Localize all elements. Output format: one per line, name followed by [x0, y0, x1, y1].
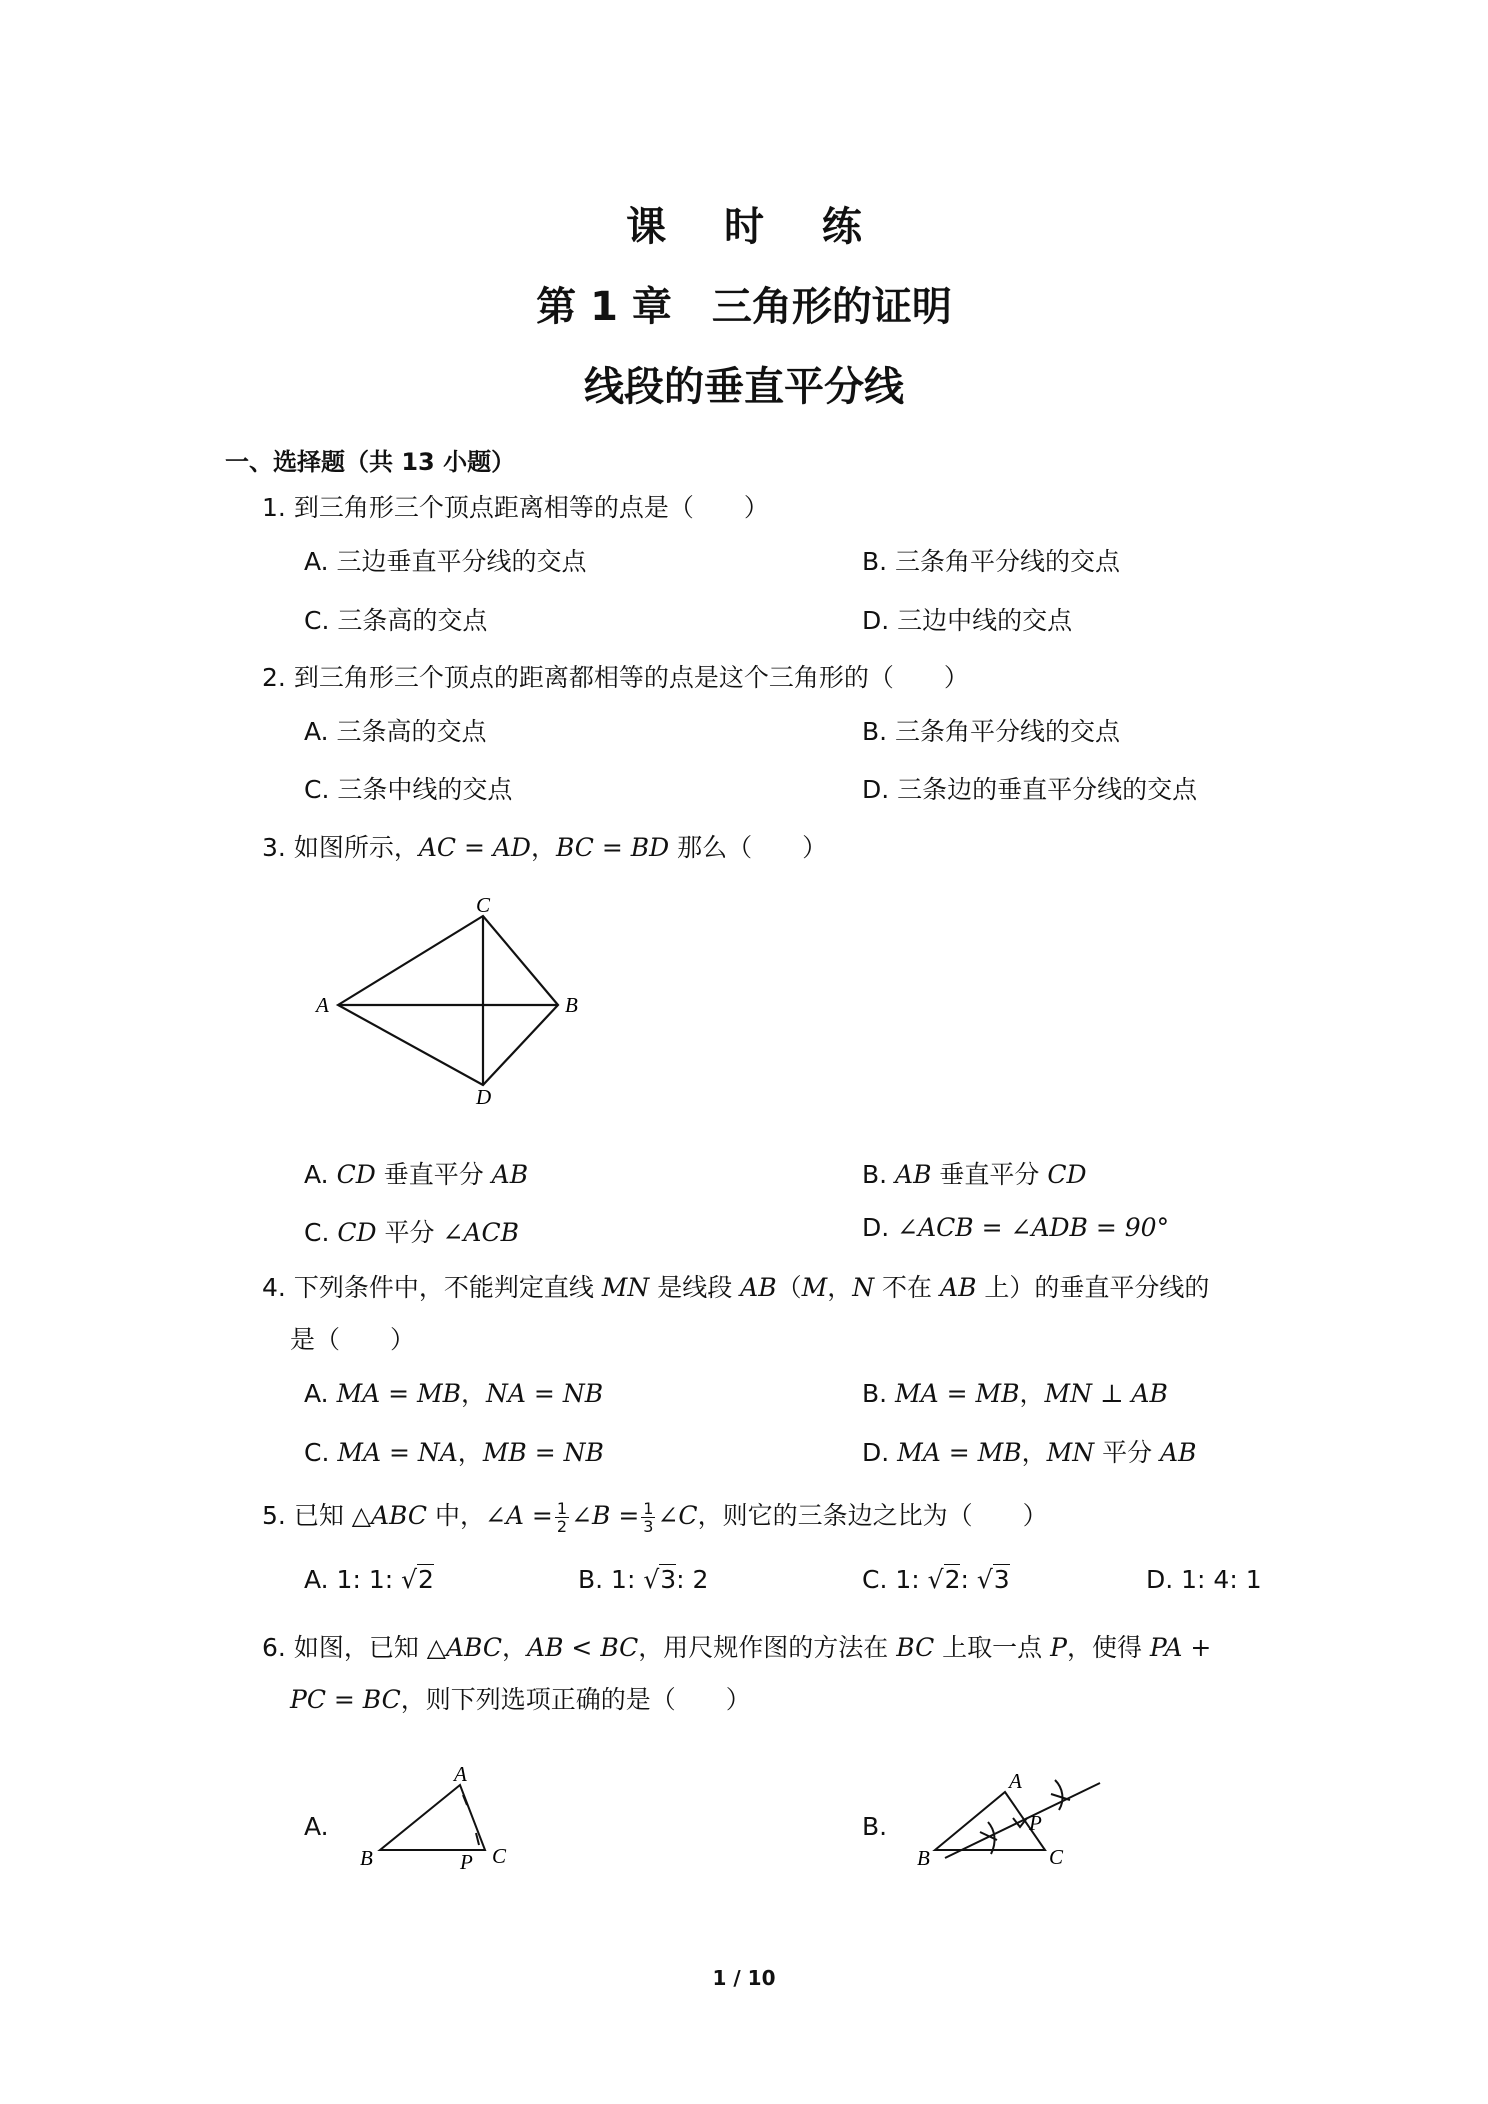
q3-option-b[interactable] — [862, 1155, 1087, 1191]
q4-option-d[interactable] — [862, 1433, 1196, 1469]
label-p: P — [460, 1850, 473, 1874]
kite-figure — [300, 895, 600, 1105]
question-4 — [262, 1268, 1209, 1304]
q3-option-c[interactable] — [304, 1213, 519, 1249]
question-stem: 到三角形三个顶点的距离都相等的点是这个三角形的（ ） — [293, 663, 969, 692]
option-letter: D. — [862, 1438, 898, 1467]
option-letter: C. — [304, 1218, 338, 1247]
option-math: ∠ACB — [442, 1218, 519, 1247]
stem-math: MN — [601, 1273, 650, 1302]
stem-math: PA + — [1149, 1633, 1212, 1662]
option-letter: A. — [304, 1160, 337, 1189]
option-math: MB = NB — [482, 1438, 604, 1467]
question-number: 3. — [262, 833, 286, 862]
stem-math: ABC — [446, 1633, 503, 1662]
arc-mark — [1051, 1794, 1070, 1800]
triangle-abc — [380, 1785, 485, 1850]
q1-option-d[interactable]: D. 三边中线的交点 — [862, 606, 1073, 635]
option-text: ， — [1019, 1379, 1045, 1408]
question-stem: 到三角形三个顶点距离相等的点是（ ） — [293, 493, 769, 522]
question-6-line-2 — [290, 1680, 751, 1716]
stem-text: ，则它的三条边之比为（ ） — [697, 1501, 1048, 1530]
option-math: MN ⊥ AB — [1044, 1379, 1168, 1408]
stem-math: BC — [896, 1633, 935, 1662]
page-title: 课 时 练 — [626, 204, 884, 250]
label-c: C — [492, 1844, 507, 1868]
option-math: CD — [337, 1218, 377, 1247]
q5-option-a[interactable]: A. 1: 1: √2 — [304, 1565, 434, 1594]
stem-math: PC = BC — [290, 1685, 401, 1714]
stem-text: 如图，已知 △ — [293, 1633, 446, 1662]
option-math: CD — [336, 1160, 376, 1189]
stem-text: 中， — [427, 1501, 485, 1530]
q3-option-d[interactable] — [862, 1213, 1169, 1242]
option-math: ∠ACB = ∠ADB = 90° — [897, 1213, 1170, 1242]
stem-math: ∠B = — [571, 1501, 640, 1530]
question-4-line-2: 是（ ） — [290, 1325, 416, 1354]
stem-text: ， — [827, 1273, 853, 1302]
option-letter: C. — [304, 1438, 338, 1467]
option-text: ， — [1021, 1438, 1047, 1467]
label-d: D — [476, 1085, 492, 1105]
stem-text: ， — [530, 833, 556, 862]
stem-text: （ — [776, 1273, 802, 1302]
fraction-one-half: $\frac{1}{2}$ — [556, 1498, 568, 1536]
option-math: AB — [895, 1160, 932, 1189]
stem-text: 那么（ ） — [669, 833, 828, 862]
label-a: A — [454, 1765, 467, 1786]
option-math: NA = NB — [486, 1379, 604, 1408]
option-math: MN — [1046, 1438, 1095, 1467]
fraction-one-third: $\frac{1}{3}$ — [643, 1498, 654, 1536]
stem-text: ，则下列选项正确的是（ ） — [400, 1685, 751, 1714]
question-number: 5. — [262, 1501, 286, 1530]
question-number: 4. — [262, 1273, 286, 1302]
q2-option-c[interactable]: C. 三条中线的交点 — [304, 775, 513, 804]
stem-math: ∠A = — [484, 1501, 553, 1530]
label-c: C — [1049, 1845, 1064, 1869]
q3-option-a[interactable] — [304, 1155, 528, 1191]
option-letter: B. — [862, 1379, 896, 1408]
label-b: B — [360, 1846, 373, 1870]
section-heading: 一、选择题（共 13 小题） — [225, 448, 516, 476]
q1-option-b[interactable]: B. 三条角平分线的交点 — [862, 547, 1121, 576]
q2-option-a[interactable]: A. 三条高的交点 — [304, 717, 487, 746]
stem-math: N — [852, 1273, 875, 1302]
q5-option-d[interactable]: D. 1: 4: 1 — [1146, 1565, 1262, 1594]
question-5 — [262, 1496, 1048, 1535]
question-6 — [262, 1628, 1211, 1664]
question-number: 6. — [262, 1633, 286, 1662]
perpendicular-bisector — [945, 1783, 1100, 1858]
question-3 — [262, 828, 827, 864]
label-c: C — [476, 895, 491, 917]
kite-outline — [338, 916, 558, 1085]
stem-text: 如图所示， — [293, 833, 419, 862]
option-text: ， — [457, 1438, 483, 1467]
stem-math: BC = BD — [555, 833, 670, 862]
q1-option-a[interactable]: A. 三边垂直平分线的交点 — [304, 547, 587, 576]
lesson-title: 线段的垂直平分线 — [584, 364, 904, 410]
q5-option-b[interactable]: B. 1: √3: 2 — [578, 1565, 709, 1594]
option-text: 垂直平分 — [931, 1160, 1048, 1189]
option-math: MA = MB — [897, 1438, 1022, 1467]
stem-math: AB — [740, 1273, 777, 1302]
option-letter: A. — [304, 1379, 337, 1408]
q4-option-b[interactable] — [862, 1374, 1168, 1410]
option-math: MA = NA — [337, 1438, 458, 1467]
option-math: CD — [1047, 1160, 1087, 1189]
q2-option-b[interactable]: B. 三条角平分线的交点 — [862, 717, 1121, 746]
option-text: ， — [461, 1379, 487, 1408]
option-letter: D. — [862, 1213, 898, 1242]
stem-math: AB — [940, 1273, 977, 1302]
option-math: MA = MB — [895, 1379, 1020, 1408]
stem-text: 下列条件中，不能判定直线 — [293, 1273, 602, 1302]
stem-text: ， — [502, 1633, 528, 1662]
question-2 — [262, 658, 969, 694]
stem-text: 不在 — [874, 1273, 941, 1302]
q6-figure-a — [355, 1765, 535, 1875]
stem-math: ∠C — [657, 1501, 698, 1530]
option-math: MA = MB — [336, 1379, 462, 1408]
label-a: A — [1009, 1769, 1022, 1793]
stem-text: 上）的垂直平分线的 — [976, 1273, 1210, 1302]
question-number: 2. — [262, 663, 286, 692]
stem-math: AC = AD — [418, 833, 531, 862]
stem-text: 是线段 — [649, 1273, 741, 1302]
label-b: B — [565, 993, 578, 1017]
label-a: A — [316, 993, 329, 1017]
option-math: AB — [491, 1160, 529, 1189]
option-text: 垂直平分 — [375, 1160, 492, 1189]
q4-option-a[interactable] — [304, 1374, 603, 1410]
stem-math: AB < BC — [527, 1633, 639, 1662]
question-1 — [262, 488, 769, 524]
q2-option-d[interactable]: D. 三条边的垂直平分线的交点 — [862, 775, 1198, 804]
question-number: 1. — [262, 493, 286, 522]
stem-text: 上取一点 — [934, 1633, 1051, 1662]
q6-figure-b — [905, 1760, 1125, 1875]
label-b: B — [917, 1846, 930, 1870]
option-math: AB — [1160, 1438, 1197, 1467]
q6-option-b[interactable]: B. — [862, 1812, 888, 1841]
label-p: P — [1029, 1811, 1042, 1835]
stem-text: ，使得 — [1066, 1633, 1150, 1662]
chapter-title: 第 1 章 三角形的证明 — [536, 284, 952, 330]
stem-math: M — [801, 1273, 828, 1302]
option-text: 平分 — [1094, 1438, 1161, 1467]
page-number: 1 / 10 — [712, 1966, 776, 1990]
stem-math: ABC — [371, 1501, 428, 1530]
q6-option-a[interactable]: A. — [304, 1812, 329, 1841]
q5-option-c[interactable]: C. 1: √2: √3 — [862, 1565, 1010, 1594]
option-letter: B. — [862, 1160, 896, 1189]
option-text: 平分 — [376, 1218, 443, 1247]
q1-option-c[interactable]: C. 三条高的交点 — [304, 606, 488, 635]
stem-math: P — [1050, 1633, 1067, 1662]
stem-text: ，用尺规作图的方法在 — [638, 1633, 897, 1662]
stem-text: 已知 △ — [293, 1501, 371, 1530]
q4-option-c[interactable] — [304, 1433, 604, 1469]
